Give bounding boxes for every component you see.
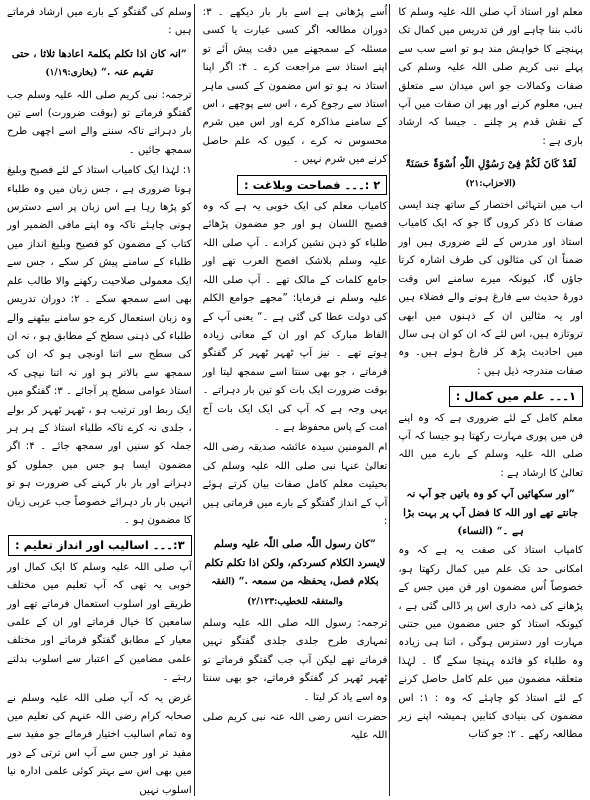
paragraph: وسلم کی گفتگو کے بارے میں ارشاد فرماتے ہیں : <box>6 7 192 37</box>
paragraph: اب میں انتہائی اختصار کے ساتھ چند ایسی صفات کا ذکر کروں گا جو کہ ایک کامیاب استاذ اور مدرس کے لئے ضروری ہیں اور ضمناً ان کی مثالوں کی طرف اشارہ کرتا جاؤں گا، کیونکہ میرے سامنے اس وقت دورۂ حدیث سے فارغ ہونے والے فضلاء ہیں اور یہ مثالیں ان کے ذہنوں میں ابھی تروتازہ ہیں، اس لئے کہ ان کو ان ہی سال میں احادیث پڑھ کر فارغ ہوئے ہیں۔ وہ صفات مندرجہ ذیل ہیں : <box>398 200 583 377</box>
column-right <box>396 4 585 796</box>
column-left <box>5 4 195 796</box>
verse-reference: (الاحزاب:۲۱) <box>465 178 516 189</box>
section-heading: ۱۔۔۔ علم میں کمال : <box>398 386 583 406</box>
paragraph: معلم اور استاذ آپ صلی اللہ علیہ وسلم کا نائب بننا چاہے اور فن تدریس میں کمال تک پہنچنے کا خواہش مند ہو تو اسے سب سے پہلے نبی کریم صلی اللہ علیہ وسلم کی صفات وکمالات جو اس میدان سے متعلق ہیں، معلوم کرنے اور پھر ان صفات میں آپ کے نقش قدم پر چلنے ۔ جیسا کہ ارشاد باری ہے : <box>398 7 583 147</box>
hadith-quote <box>7 45 192 83</box>
paragraph: ۱: لہٰذا ایک کامیاب استاذ کے لئے فصیح وبلیغ ہونا ضروری ہے ، جس زبان میں وہ طلباء کو پڑھا رہا ہے اس زبان پر اسے دسترس ہونی چاہئے تاکہ وہ اپنے مافی الضمیر اور کتاب کے مضمون کو فصیح وبلیغ انداز میں طلباء کے سامنے پیش کر سکے ، جس سے ایک معمولی صلاحیت رکھنے والا طالب علم بھی اسے سمجھ سکے ۔ ۲: دوران تدریس وہ زبان استعمال کرے جو سامنے بیٹھنے والے طلباء کی ذہنی سطح کے مطابق ہو ، نہ ان کی سطح سے اتنا اونچی ہو کہ ان کی سمجھ سے بالاتر ہو اور نہ اتنا نیچی کہ استاذ عوامی سطح پر آجائے ۔ ۳: گفتگو میں ایک ربط اور ترتیب ہو ، ٹھہر ٹھہر کر بولے ، جلدی نہ کرے تاکہ طلباء استاذ کے ہر ہر جملہ کو سنیں اور سمجھ جائے ۔ ۴: اگر مضمون ایسا ہو جس میں جملوں کو دہرانے اور بار بار کہنے کی ضرورت ہو تو انہیں بار بار دہرائے خصوصاً جب عربی زبان کا مضمون ہو ۔ <box>6 165 192 526</box>
paragraph: اُسے پڑھانی ہے اسے بار بار دیکھے ۔ ۳: دوران مطالعہ اگر کسی عبارت یا کسی مسئلہ کے سمجھنے میں دقت پیش آئے تو اپنے استاذ سے مراجعت کرے ۔ ۴: اگر اپنا استاذ نہ ہو تو اس مضمون کے کسی ماہر استاذ سے رجوع کرے ، اس سے پوچھے ، اس کے سامنے مذاکرہ کرے اور اس میں شرم محسوس نہ کرے ، کیوں کہ علم حاصل کرنے میں شرم نہیں ۔ <box>202 7 388 166</box>
quranic-verse <box>398 155 583 193</box>
paragraph: کامیاب استاذ کی صفت یہ ہے کہ وہ امکانی حد تک علم میں کمال رکھتا ہو، خصوصاً اُس مضمون اور فن میں جس کے پڑھانے کی ذمہ داری اس پر ڈالی گئی ہے ، کیونکہ استاذ کو جس مضمون میں جتنی مہارت اور دسترس ہوگی ، اتنا ہی زیادہ وہ طلباء کو فائدہ پہنچا سکے گا ۔ لہٰذا متعلقہ مضمون میں علم کامل حاصل کرنے کے لئے استاذ کو چاہئے کہ وہ : ۱: اس مضمون کی بنیادی کتابیں ہمیشہ اپنے زیر مطالعہ رکھے ۔ ۲: جو کتاب <box>398 545 584 741</box>
verse-text: لَقَدْ کَانَ لَکُمْ فِیْ رَسُوْلِ اللّٰہِ اُسْوَۃٌ حَسَنَۃٌ <box>405 158 577 171</box>
section-heading: ۲ :۔۔۔ فصاحت وبلاغت : <box>203 175 388 195</box>
paragraph: غرض یہ کہ آپ صلی اللہ علیہ وسلم نے صحابہ کرام رضی اللہ عنہم کی تعلیم میں وہ تمام اسالیب اختیار فرمائے جو مفید سے مفید تر اور جس سے آپ اس ترتی کے دور میں بھی اس سے بہتر کوئی علمی ادارہ نیا اسلوب نہیں <box>6 692 192 796</box>
column-middle <box>201 4 391 796</box>
hadith-text: ”انہ کان اذا تکلم بکلمۃ اعادھا ثلاثا ، حتی تفہم عنہ .“ <box>11 47 187 79</box>
hadith-reference: (الفقہ والمتفقہ للخطیب:۲/۱۲۳) <box>211 577 343 607</box>
hadith-quote <box>203 535 388 611</box>
paragraph: کامیاب معلم کی ایک خوبی یہ ہے کہ وہ فصیح اللسان ہو اور جو مضمون پڑھائے طلباء کو ذہن نشین کرادے ۔ آپ صلی اللہ علیہ وسلم بلاشک افصح العرب تھے اور جامع کلمات کے مالک تھے ۔ آپ صلی اللہ علیہ وسلم نے فرمایا: ”مجھے جوامع الکلم کی دولت عطا کی گئی ہے ۔“ یعنی آپ کے الفاظ مبارک کم اور ان کے معانی زیادہ ہوتے تھے ۔ نیز آپ ٹھہر ٹھہر کر گفتگو فرماتے ، جو بھی سنتا اسے سمجھ لیتا اور بوقت ضرورت ایک بات کو تین بار دہراتے ۔ یہی وجہ ہے کہ آپ کی ایک ایک بات آج امت کے پاس محفوظ ہے ۔ <box>202 201 388 433</box>
paragraph: ام المومنین سیدہ عائشہ صدیقہ رضی اللہ تعالیٰ عنہا نبی صلی اللہ علیہ وسلم کی بحیثیت معلم کامل صفات بیان کرتے ہوئے آپ کے انداز گفتگو کے بارے میں فرماتی ہیں : <box>202 442 388 527</box>
hadith-reference: (بخاری:۱/۱۹) <box>45 68 98 79</box>
paragraph: حضرت انس رضی اللہ عنہ نبی کریم صلی اللہ علیہ <box>202 712 388 742</box>
quote: ”اور سکھائیں آپ کو وہ باتیں جو آپ نہ جانتے تھے اور اللہ کا فضل آپ پر بہت بڑا ہے ۔“ (النساء) <box>403 488 579 537</box>
paragraph: معلم کامل کے لئے ضروری ہے کہ وہ اپنے فن میں پوری مہارت رکھتا ہو جیسا کہ آپ صلی اللہ علیہ وسلم کے بارے میں اللہ تعالیٰ کا ارشاد ہے : <box>398 412 583 479</box>
paragraph: آپ صلی اللہ علیہ وسلم کا ایک کمال اور خوبی یہ تھی کہ آپ تعلیم میں مختلف طریقے اور اسلوب استعمال فرماتے تھے اور سامعین کا خیال فرماتے اور ان کے علمی معیار کے مطابق گفتگو فرماتے اور مختلف علمی مضامین کے اعتبار سے اسلوب بدلتے رہتے ۔ <box>6 561 192 684</box>
paragraph: ترجمہ: نبی کریم صلی اللہ علیہ وسلم جب گفتگو فرماتے تو (بوقت ضرورت) اسے تین بار دہراتے تاکہ سننے والے اسے اچھی طرح سمجھ جائیں ۔ <box>6 89 192 156</box>
section-heading: ۳:۔۔۔ اسالیب اور انداز تعلیم : <box>7 535 192 555</box>
paragraph: ترجمہ: رسول اللہ صلی اللہ علیہ وسلم تمہاری طرح جلدی جلدی گفتگو نہیں فرماتے تھے لیکن آپ جب گفتگو فرماتے تو ٹھہر ٹھہر کر گفتگو فرماتے، جو بھی سنتا وہ اسے یاد کر لیتا ۔ <box>202 618 388 703</box>
hadith-text: ”کان رسول اللّٰہ صلی اللّٰہ علیہ وسلم لایسرد الکلام کسردکم، ولکن اذا تکلم تکلم بکلام فصل، یحفظہ من سمعہ .“ <box>204 538 386 588</box>
